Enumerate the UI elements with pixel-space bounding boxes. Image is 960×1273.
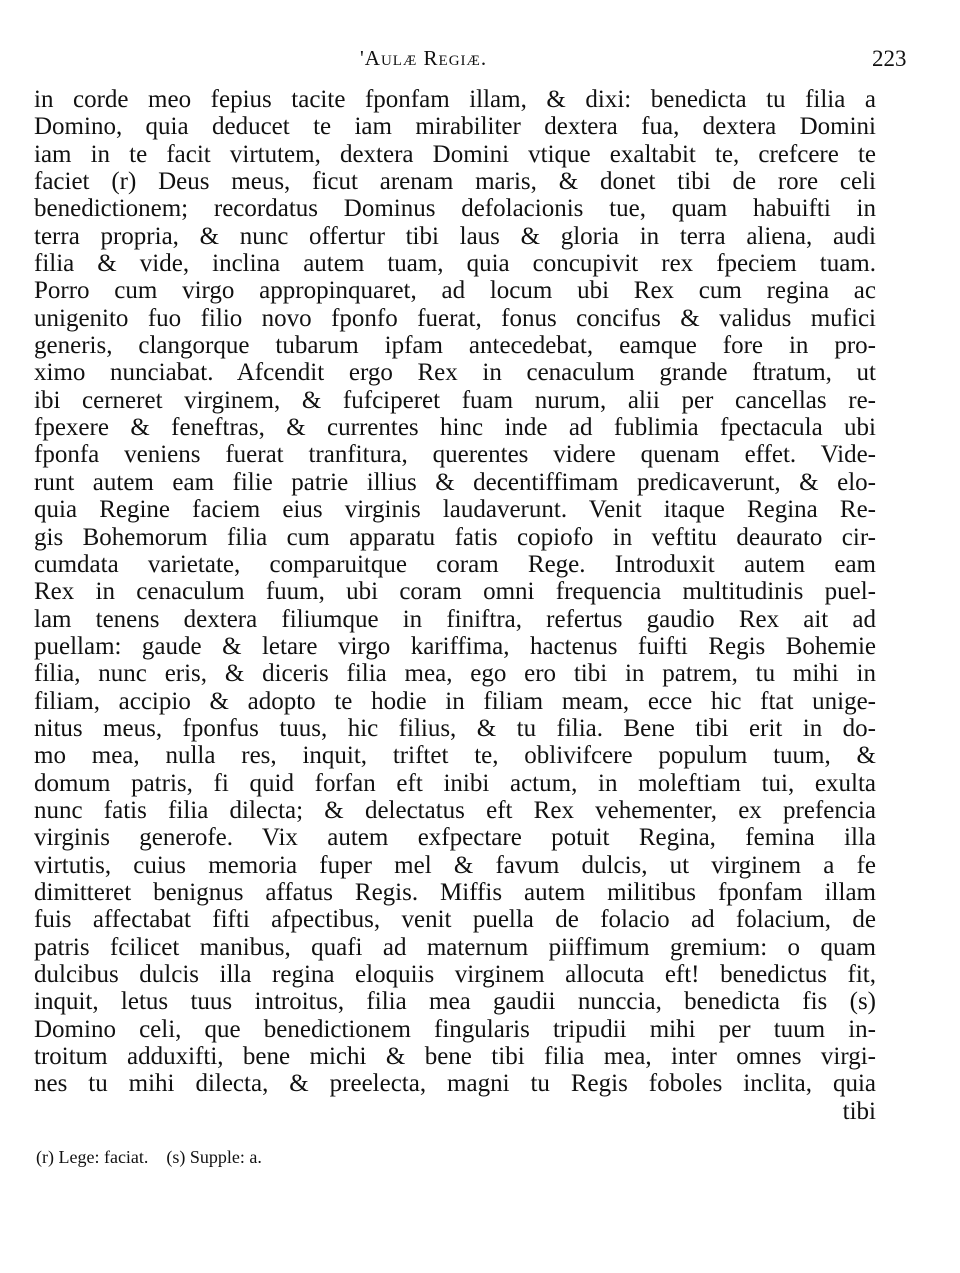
text-line: filiam, accipio & adopto te hodie in filiam meam, ecce hic ftat unige- (34, 687, 876, 715)
text-line: terra propria, & nunc offertur tibi laus & gloria in terra aliena, audi (34, 222, 876, 250)
text-line: patris fcilicet manibus, quafi ad maternum piiffimum gremium: o quam (34, 933, 876, 961)
page-number: 223 (872, 46, 907, 71)
text-line: fuis affectabat fifti afpectibus, venit puella de folacio ad folacium, de (34, 906, 876, 934)
text-line: domum patris, fi quid forfan eft inibi actum, in moleftiam tui, exulta (34, 769, 876, 797)
text-line: filia & vide, inclina autem tuam, quia concupivit rex fpeciem tuam. (34, 250, 876, 278)
text-line: mo mea, nulla res, inquit, triftet te, oblivifcere populum tuum, & (34, 742, 876, 770)
text-line: fpexere & feneftras, & currentes hinc inde ad fublimia fpectacula ubi (34, 414, 876, 442)
footnote-r: (r) Lege: faciat. (36, 1147, 149, 1167)
text-line: Domino celi, que benedictionem fingularis tripudii mihi per tuum in- (34, 1015, 876, 1043)
text-line: ibi cerneret virginem, & fufciperet fuam nurum, alii per cancellas re- (34, 386, 876, 414)
text-line: cumdata varietate, comparuitque coram Rege. Introduxit autem eam (34, 550, 876, 578)
footnote-s: (s) Supple: a. (166, 1147, 262, 1167)
text-line: benedictionem; recordatus Dominus defolacionis tue, quam habuifti in (34, 195, 876, 223)
text-line: lam tenens dextera filiumque in finiftra, refertus gaudio Rex ait ad (34, 605, 876, 633)
text-line: nes tu mihi dilecta, & preelecta, magni tu Regis foboles inclita, quia (34, 1070, 876, 1098)
text-line: in corde meo fepius tacite fponfam illam, & dixi: benedicta tu filia a (34, 86, 876, 113)
text-line: dimitteret benignus affatus Regis. Miffis autem militibus fponfam illam (34, 878, 876, 906)
footnotes (36, 1147, 262, 1168)
running-title: 'Aulæ Regiæ. (360, 46, 488, 70)
text-line: Porro cum virgo appropinquaret, ad locum ubi Rex cum regina ac (34, 277, 876, 305)
text-line: fponfa veniens fuerat tranfitura, querentes videre quenam effet. Vide- (34, 441, 876, 469)
text-line: virginis generofe. Vix autem exfpectare potuit Regina, femina illa (34, 824, 876, 852)
text-line: dulcibus dulcis illa regina eloquiis virginem allocuta eft! benedictus fit, (34, 961, 876, 988)
text-line: puellam: gaude & letare virgo kariffima, hactenus fuifti Regis Bohemie (34, 632, 876, 660)
text-line: unigenito fuo filio novo fponfo fuerat, fonus concifus & validus mufici (34, 304, 876, 332)
text-line: ximo nunciabat. Afcendit ergo Rex in cenaculum grande ftratum, ut (34, 359, 876, 387)
text-line: troitum adduxifti, bene michi & bene tibi filia mea, inter omnes virgi- (34, 1043, 876, 1071)
text-line: gis Bohemorum filia cum apparatu fatis copiofo in veftitu deaurato cir- (34, 523, 876, 551)
text-line: inquit, letus tuus introitus, filia mea gaudii nunccia, benedicta fis (s) (34, 988, 876, 1016)
text-line: Domino, quia deducet te iam mirabiliter dextera fua, dextera Domini (34, 113, 876, 141)
text-line: virtutis, cuius memoria fuper mel & favum dulcis, ut virginem a fe (34, 851, 876, 879)
text-line: iam in te facit virtutem, dextera Domini vtique exaltabit te, crefcere te (34, 140, 876, 168)
text-line: faciet (r) Deus meus, ficut arenam maris, & donet tibi de rore celi (34, 168, 876, 196)
text-line: nunc fatis filia dilecta; & delectatus eft Rex vehementer, ex prefencia (34, 796, 876, 824)
text-line: runt autem eam filie patrie illius & decentiffimam predicaverunt, & elo- (34, 468, 876, 496)
text-line: Rex in cenaculum fuum, ubi coram omni frequencia multitudinis puel- (34, 578, 876, 606)
text-line: quia Regine faciem eius virginis laudaverunt. Venit itaque Regina Re- (34, 496, 876, 524)
catchword: tibi (842, 1097, 876, 1125)
text-line: filia, nunc eris, & diceris filia mea, ego ero tibi in patrem, tu mihi in (34, 660, 876, 688)
text-line: nitus meus, fponfus tuus, hic filius, & tu filia. Bene tibi erit in do- (34, 714, 876, 742)
text-line: generis, clangorque tubarum ipfam antecedebat, eamque fore in pro- (34, 332, 876, 360)
main-text (34, 86, 876, 1125)
